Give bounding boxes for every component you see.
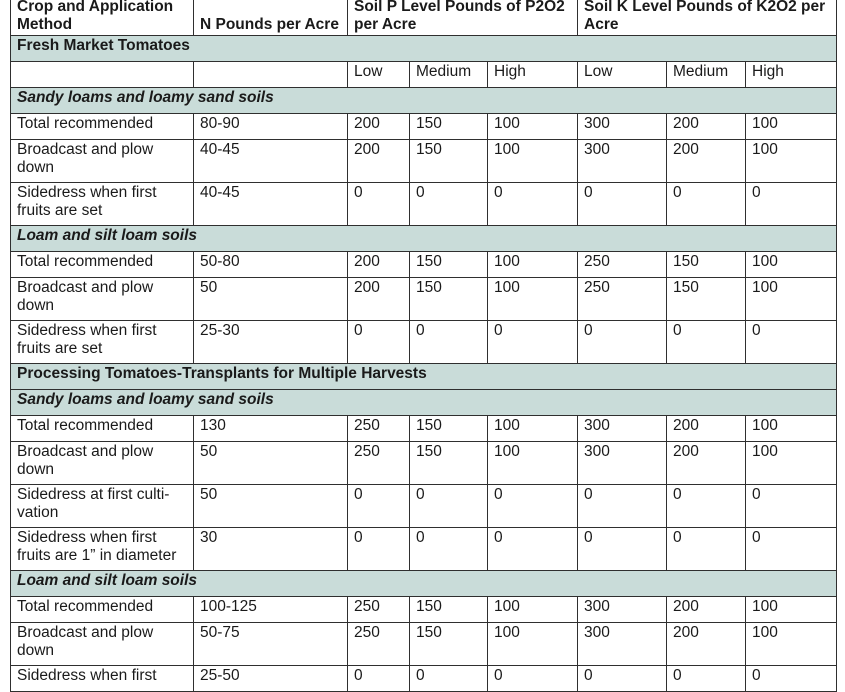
application-method: Sidedress when first fruits are set: [11, 321, 194, 364]
p2o2-value: 200: [348, 140, 410, 183]
n-pounds-value: 30: [194, 528, 348, 571]
level-blank-cell: [194, 62, 348, 88]
table-row: [11, 623, 837, 666]
k2o2-value: 100: [746, 442, 837, 485]
k2o2-value: 100: [746, 114, 837, 140]
k2o2-value: 0: [667, 485, 746, 528]
table-row: [11, 442, 837, 485]
k2o2-value: 150: [667, 278, 746, 321]
p2o2-value: 0: [348, 485, 410, 528]
p2o2-value: 200: [348, 114, 410, 140]
p2o2-value: 0: [488, 666, 578, 692]
k2o2-value: 200: [667, 442, 746, 485]
k2o2-value: 0: [746, 528, 837, 571]
application-method: Sidedress when first fruits are set: [11, 183, 194, 226]
k2o2-value: 100: [746, 252, 837, 278]
n-pounds-value: 130: [194, 416, 348, 442]
section-title: Processing Tomatoes-Transplants for Multiple Harvests: [11, 364, 837, 390]
n-pounds-value: 50: [194, 442, 348, 485]
table-row: [11, 597, 837, 623]
table-row: [11, 278, 837, 321]
p2o2-value: 150: [410, 114, 488, 140]
application-method: Total recommended: [11, 114, 194, 140]
k2o2-value: 100: [746, 416, 837, 442]
p2o2-value: 200: [348, 252, 410, 278]
n-pounds-value: 40-45: [194, 183, 348, 226]
n-pounds-value: 25-50: [194, 666, 348, 692]
k2o2-value: 200: [667, 114, 746, 140]
p2o2-value: 250: [348, 416, 410, 442]
k2o2-value: 250: [578, 278, 667, 321]
k2o2-value: 0: [578, 528, 667, 571]
application-method: Sidedress when first: [11, 666, 194, 692]
n-pounds-value: 50: [194, 278, 348, 321]
k2o2-value: 300: [578, 597, 667, 623]
k2o2-value: 100: [746, 278, 837, 321]
k2o2-value: 300: [578, 416, 667, 442]
n-pounds-value: 40-45: [194, 140, 348, 183]
p2o2-value: 150: [410, 278, 488, 321]
header-row: [11, 0, 837, 36]
application-method: Broadcast and plow down: [11, 278, 194, 321]
k2o2-value: 0: [667, 321, 746, 364]
k2o2-value: 250: [578, 252, 667, 278]
k2o2-value: 150: [667, 252, 746, 278]
table-row: [11, 114, 837, 140]
soil-type-row: [11, 390, 837, 416]
level-label: High: [488, 62, 578, 88]
k2o2-value: 200: [667, 597, 746, 623]
p2o2-value: 0: [410, 666, 488, 692]
k2o2-value: 0: [746, 485, 837, 528]
p2o2-value: 100: [488, 442, 578, 485]
level-label: Low: [348, 62, 410, 88]
p2o2-value: 0: [410, 321, 488, 364]
k2o2-value: 100: [746, 597, 837, 623]
fertilizer-table-container: [10, 0, 836, 692]
p2o2-value: 250: [348, 597, 410, 623]
table-row: [11, 528, 837, 571]
soil-type-row: [11, 226, 837, 252]
application-method: Total recommended: [11, 252, 194, 278]
k2o2-value: 0: [746, 666, 837, 692]
soil-type-row: [11, 571, 837, 597]
p2o2-value: 0: [488, 321, 578, 364]
k2o2-value: 0: [746, 321, 837, 364]
application-method: Broadcast and plow down: [11, 623, 194, 666]
table-row: [11, 183, 837, 226]
k2o2-value: 300: [578, 442, 667, 485]
header-soil-k: Soil K Level Pounds of K2O2 per Acre: [578, 0, 837, 36]
p2o2-value: 150: [410, 623, 488, 666]
k2o2-value: 300: [578, 623, 667, 666]
table-row: [11, 252, 837, 278]
p2o2-value: 150: [410, 140, 488, 183]
p2o2-value: 0: [410, 528, 488, 571]
p2o2-value: 0: [348, 183, 410, 226]
p2o2-value: 100: [488, 623, 578, 666]
p2o2-value: 0: [348, 321, 410, 364]
p2o2-value: 150: [410, 597, 488, 623]
k2o2-value: 0: [667, 666, 746, 692]
p2o2-value: 0: [410, 183, 488, 226]
k2o2-value: 0: [578, 183, 667, 226]
k2o2-value: 0: [667, 528, 746, 571]
level-label: Medium: [410, 62, 488, 88]
n-pounds-value: 50-75: [194, 623, 348, 666]
table-row: [11, 321, 837, 364]
fertilizer-recommendation-table: [10, 0, 837, 692]
k2o2-value: 0: [578, 321, 667, 364]
level-label: Low: [578, 62, 667, 88]
p2o2-value: 150: [410, 442, 488, 485]
application-method: Broadcast and plow down: [11, 442, 194, 485]
soil-type-label: Loam and silt loam soils: [11, 226, 837, 252]
level-label: Medium: [667, 62, 746, 88]
p2o2-value: 0: [348, 666, 410, 692]
n-pounds-value: 25-30: [194, 321, 348, 364]
k2o2-value: 0: [667, 183, 746, 226]
k2o2-value: 100: [746, 140, 837, 183]
k2o2-value: 300: [578, 140, 667, 183]
p2o2-value: 100: [488, 416, 578, 442]
application-method: Sidedress when first fruits are 1” in diameter: [11, 528, 194, 571]
table-row: [11, 485, 837, 528]
k2o2-value: 100: [746, 623, 837, 666]
header-soil-p: Soil P Level Pounds of P2O2 per Acre: [348, 0, 578, 36]
level-label: High: [746, 62, 837, 88]
k2o2-value: 0: [746, 183, 837, 226]
n-pounds-value: 50-80: [194, 252, 348, 278]
n-pounds-value: 80-90: [194, 114, 348, 140]
level-blank-cell: [11, 62, 194, 88]
k2o2-value: 200: [667, 140, 746, 183]
n-pounds-value: 50: [194, 485, 348, 528]
p2o2-value: 100: [488, 278, 578, 321]
p2o2-value: 0: [410, 485, 488, 528]
p2o2-value: 100: [488, 597, 578, 623]
k2o2-value: 0: [578, 485, 667, 528]
table-row: [11, 140, 837, 183]
soil-level-row: [11, 62, 837, 88]
k2o2-value: 200: [667, 623, 746, 666]
application-method: Broadcast and plow down: [11, 140, 194, 183]
k2o2-value: 300: [578, 114, 667, 140]
p2o2-value: 250: [348, 623, 410, 666]
header-n-pounds: N Pounds per Acre: [194, 0, 348, 36]
section-header-row: [11, 364, 837, 390]
p2o2-value: 200: [348, 278, 410, 321]
soil-type-label: Sandy loams and loamy sand soils: [11, 88, 837, 114]
soil-type-label: Loam and silt loam soils: [11, 571, 837, 597]
p2o2-value: 100: [488, 114, 578, 140]
p2o2-value: 150: [410, 416, 488, 442]
p2o2-value: 0: [488, 485, 578, 528]
application-method: Total recommended: [11, 597, 194, 623]
p2o2-value: 0: [348, 528, 410, 571]
section-header-row: [11, 36, 837, 62]
application-method: Total recommended: [11, 416, 194, 442]
application-method: Sidedress at first culti-vation: [11, 485, 194, 528]
p2o2-value: 100: [488, 252, 578, 278]
soil-type-label: Sandy loams and loamy sand soils: [11, 390, 837, 416]
section-title: Fresh Market Tomatoes: [11, 36, 837, 62]
p2o2-value: 0: [488, 528, 578, 571]
k2o2-value: 200: [667, 416, 746, 442]
p2o2-value: 100: [488, 140, 578, 183]
header-crop-method: Crop and Application Method: [11, 0, 194, 36]
n-pounds-value: 100-125: [194, 597, 348, 623]
table-row: [11, 416, 837, 442]
k2o2-value: 0: [578, 666, 667, 692]
p2o2-value: 250: [348, 442, 410, 485]
p2o2-value: 150: [410, 252, 488, 278]
p2o2-value: 0: [488, 183, 578, 226]
soil-type-row: [11, 88, 837, 114]
table-row: [11, 666, 837, 692]
